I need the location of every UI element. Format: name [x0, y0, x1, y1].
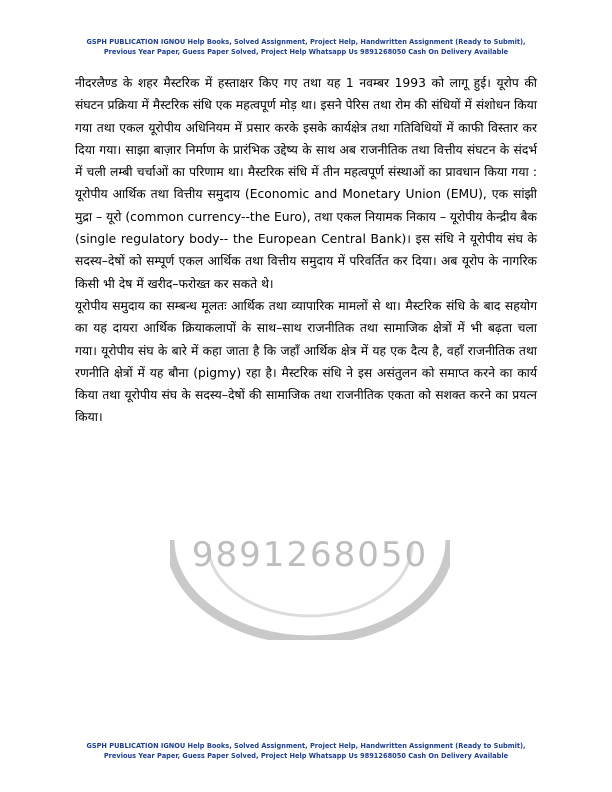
- watermark-number: 9891268050: [191, 535, 429, 575]
- footer-line-1: GSPH PUBLICATION IGNOU Help Books, Solved Assignment, Project Help, Handwritten Assignment (Ready to Submit),: [86, 742, 526, 750]
- paragraph-1: नीदरलैण्ड के शहर मैस्टरिक में हस्ताक्षर किए गए तथा यह 1 नवम्बर 1993 को लागू हुई। यूरोप की संघटन प्रक्रिया में मैस्टरिक संधि एक महत्वपूर्ण मोड़ था। इसने पेरिस तथा रोम की संधियों में संशोधन किया गया तथा एकल यूरोपीय अधिनियम में प्रसार करके इसके कार्यक्षेत्र तथा गतिविधियों में काफी विस्तार कर दिया गया। साझा बाज़ार निर्माण के प्रारंभिक उद्देष्य के साथ अब राजनीतिक तथा वित्तीय संघटन के संदर्भ में चली लम्बी चर्चाओं का परिणाम था। मैस्टरिक संधि में तीन महत्वपूर्ण संस्थाओं का प्रावधान किया गया : यूरोपीय आर्थिक तथा वित्तीय समुदाय (Economic and Monetary Union (EMU), एक सांझी मुद्रा – यूरो (common currency--the Euro), तथा एकल नियामक निकाय – यूरोपीय केन्द्रीय बैक (single regulatory body-- the European Central Bank)। इस संधि ने यूरोपीय संघ के सदस्य–देषों को सम्पूर्ण एकल आर्थिक तथा वित्तीय समुदाय में परिवर्तित कर दिया। अब यूरोप के नागरिक किसी भी देष में खरीद–फरोख्त कर सकते थे।: [75, 76, 537, 291]
- header-line-2: Previous Year Paper, Guess Paper Solved, Project Help Whatsapp Us 9891268050 Cash On Delivery Available: [103, 47, 509, 56]
- watermark-ring-inner: [208, 544, 412, 616]
- page-footer: [40, 742, 572, 761]
- watermark-seal: [170, 520, 450, 640]
- main-text: [75, 72, 537, 429]
- paragraph-2: यूरोपीय समुदाय का सम्बन्ध मूलतः आर्थिक तथा व्यापारिक मामलों से था। मैस्टरिक संधि के बाद सहयोग का यह दायरा आर्थिक क्रियाकलापों के साथ–साथ राजनीतिक तथा सामाजिक क्षेत्रों में भी बढ़ता चला गया। यूरोपीय संघ के बारे में कहा जाता है कि जहाँ आर्थिक क्षेत्र में यह एक दैत्य है, वहाँ राजनीतिक तथा रणनीति क्षेत्रों में यह बौना (pigmy) रहा है। मैस्टरिक संधि ने इस असंतुलन को समाप्त करने का कार्य किया तथा यूरोपीय संघ के सदस्य–देषों की सामाजिक तथा राजनीतिक एकता को सशक्त करने का प्रयत्न किया।: [75, 298, 537, 425]
- header-line-1: GSPH PUBLICATION IGNOU Help Books, Solved Assignment, Project Help, Handwritten Assignment (Ready to Submit),: [86, 38, 526, 46]
- page-header: [40, 38, 572, 57]
- watermark-ring-outer: [170, 540, 450, 640]
- footer-line-2: Previous Year Paper, Guess Paper Solved, Project Help Whatsapp Us 9891268050 Cash On Delivery Available: [103, 751, 509, 760]
